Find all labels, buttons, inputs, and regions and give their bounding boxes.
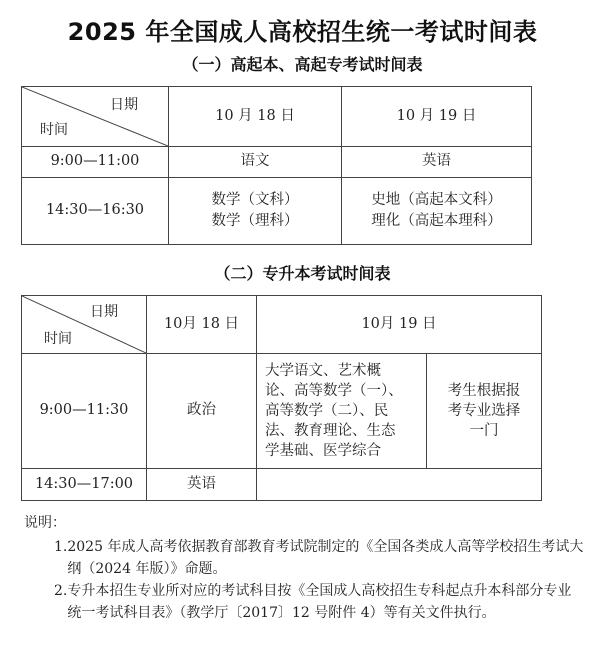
diagonal-header-cell [22, 296, 147, 354]
table1-caption: （一）高起本、高起专考试时间表 [182, 55, 423, 74]
exam-subject: 数学（文科） [211, 191, 299, 208]
page-title: 2025 年全国成人高校招生统一考试时间表 [67, 18, 538, 46]
table2-caption: （二）专升本考试时间表 [214, 264, 391, 283]
note-item [24, 536, 584, 580]
exam-subjects [169, 178, 342, 245]
header-date-label: 日期 [90, 304, 118, 320]
exam-subject: 语文 [169, 147, 342, 178]
header-time-label: 时间 [40, 121, 68, 138]
note-item [24, 580, 584, 624]
schedule-table-2 [21, 295, 542, 501]
time-slot: 9:00—11:00 [22, 147, 169, 178]
subject-line: 学基础、医学综合 [265, 443, 381, 459]
diagonal-line [22, 296, 146, 353]
exam-subject: 英语 [147, 469, 257, 501]
subject-line: 大学语文、艺术概 [265, 363, 381, 379]
subject-line: 法、教育理论、生态 [265, 423, 396, 439]
exam-subject: 史地（高起本文科） [371, 191, 502, 208]
date-header: 10月 19 日 [257, 296, 542, 354]
exam-subjects [257, 354, 427, 469]
note-text: 专升本招生专业所对应的考试科目按《全国成人高校招生专科起点升本科部分专业统一考试科目表》（教学厅〔2017〕12 号附件 4）等有关文件执行。 [67, 583, 572, 621]
time-slot: 14:30—16:30 [22, 178, 169, 245]
date-header: 10月 18 日 [147, 296, 257, 354]
notes-section [24, 512, 584, 624]
note-line: 一门 [469, 423, 499, 439]
exam-subject: 理化（高起本理科） [371, 213, 502, 229]
time-slot: 9:00—11:30 [22, 354, 147, 469]
header-time-label: 时间 [44, 330, 72, 347]
elective-note [427, 354, 542, 469]
note-number: 1. [54, 539, 68, 555]
note-line: 考专业选择 [447, 403, 521, 419]
note-number: 2. [54, 583, 68, 599]
date-header: 10 月 19 日 [342, 87, 532, 147]
notes-heading: 说明： [24, 515, 66, 531]
exam-subject: 数学（理科） [211, 213, 299, 229]
time-slot: 14:30—17:00 [22, 469, 147, 501]
note-line: 考生根据报 [447, 383, 521, 399]
empty-cell [257, 469, 542, 501]
exam-subject: 政治 [147, 354, 257, 469]
exam-subjects [342, 178, 532, 245]
diagonal-header-cell [22, 87, 169, 147]
note-text: 2025 年成人高考依据教育部教育考试院制定的《全国各类成人高等学校招生考试大纲（2024 年版）》命题。 [67, 539, 584, 577]
subject-line: 高等数学（二）、民 [265, 403, 389, 419]
date-header: 10 月 18 日 [169, 87, 342, 147]
schedule-table-1 [21, 86, 532, 245]
exam-subject: 英语 [342, 147, 532, 178]
subject-line: 论、高等数学（一）、 [265, 383, 403, 399]
header-date-label: 日期 [110, 97, 138, 113]
